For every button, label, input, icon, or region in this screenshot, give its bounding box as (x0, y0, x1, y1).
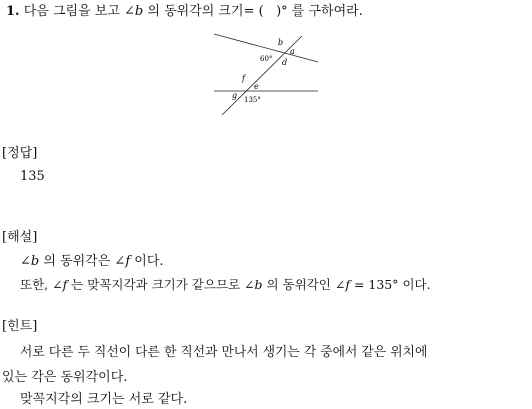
label-g: g (232, 91, 238, 100)
exp1-var-f: f (125, 254, 131, 269)
exp2-text2: 는 맞꼭지각과 크기가 같으므로 ∠ (67, 277, 255, 292)
exp1-var-b: b (30, 254, 40, 269)
answer-value: 135 (20, 169, 45, 184)
exp1-text2: 이다. (130, 254, 164, 269)
problem-number: 1. (6, 4, 20, 19)
label-angle-60: 60° (260, 55, 273, 63)
problem-text-before: 다음 그림을 보고 ∠ (23, 4, 135, 19)
problem-text-after: )° 를 구하여라. (276, 4, 363, 19)
explanation-line-1 (20, 254, 164, 270)
angle-figure (208, 28, 326, 118)
exp2-var-f: f (62, 277, 68, 292)
problem-statement (6, 4, 363, 20)
exp1-text1: 의 동위각은 ∠ (39, 254, 126, 269)
label-d: d (282, 58, 288, 67)
hint-header: [힌트] (2, 319, 38, 334)
answer-header: [정답] (2, 146, 38, 161)
problem-blank (264, 4, 276, 19)
label-a: a (290, 47, 295, 56)
exp2-text4: = 135° 이다. (349, 277, 431, 292)
label-f: f (242, 74, 245, 83)
exp1-angle-sym: ∠ (20, 254, 31, 269)
problem-var-b: b (134, 4, 144, 19)
label-e: e (254, 82, 259, 91)
exp2-text3: 의 동위각인 ∠ (262, 277, 346, 292)
exp2-var-b: b (254, 277, 263, 292)
explanation-line-2 (20, 277, 431, 293)
label-b: b (278, 38, 284, 47)
label-angle-135: 135° (244, 96, 261, 104)
hint-line-1: 서로 다른 두 직선이 다른 한 직선과 만나서 생기는 각 중에서 같은 위치에 (20, 345, 428, 360)
exp2-var-f2: f (345, 277, 350, 292)
problem-text-mid: 의 동위각의 크기= ( (143, 4, 264, 19)
hint-line-3: 맞꼭지각의 크기는 서로 같다. (20, 392, 188, 407)
exp2-text1: 또한, ∠ (20, 277, 63, 292)
explanation-header: [해설] (2, 230, 38, 245)
hint-line-2: 있는 각은 동위각이다. (2, 370, 128, 385)
